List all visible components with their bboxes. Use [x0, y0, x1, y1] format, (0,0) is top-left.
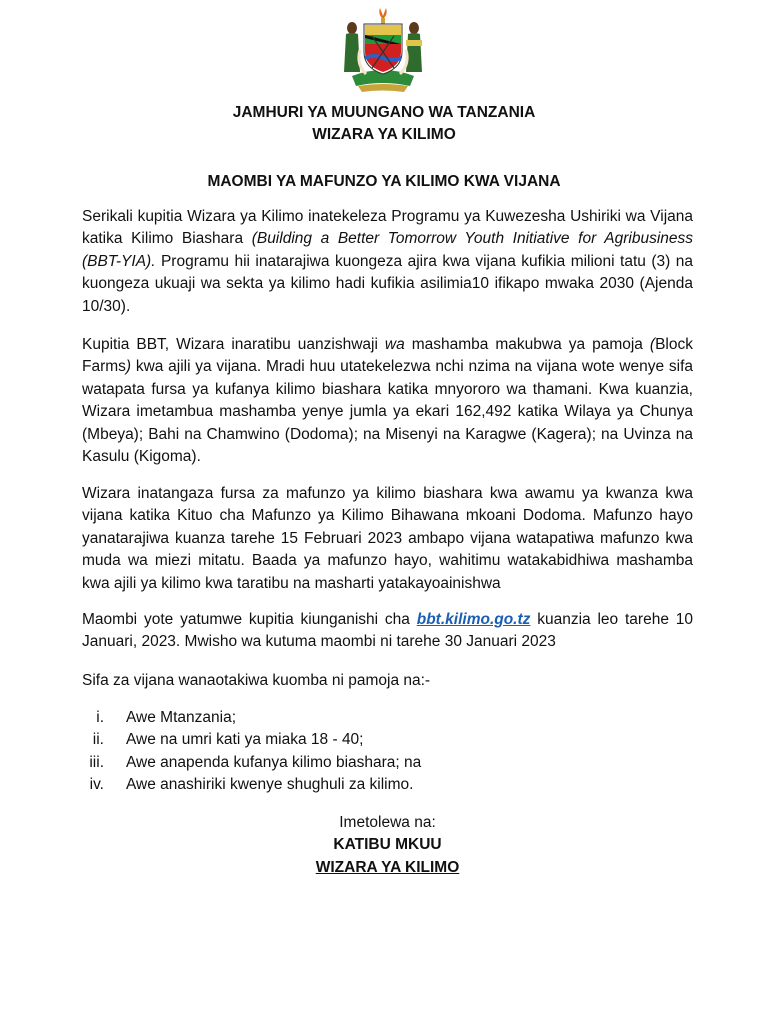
paragraph-application: [82, 609, 693, 654]
list-item-number: ii.: [92, 731, 104, 749]
criteria-list: [82, 707, 693, 797]
paragraph-application-text-a: Maombi yote yatumwe kupitia kiunganishi cha: [82, 611, 417, 628]
italic-paren-open: (: [649, 336, 656, 353]
paragraph-block-farms-text-d: kwa ajili ya vijana. Mradi huu utatekelezwa nchi nzima na vijana wote wenye sifa watapata fursa ya kufanya kilimo biashara katika mnyororo wa thamani. Kwa kuanzia, Wizara imetambua mashamba yenye jumla ya ekari 162,492 katika Wilaya ya Chunya (Mbeya); Bahi na Chamwino (Dodoma); na Misenyi na Karagwe (Kagera); na Uvinza na Kasulu (Kigoma).: [82, 358, 693, 466]
list-item-number: iv.: [89, 776, 104, 794]
list-item: [82, 774, 693, 796]
paragraph-intro: [82, 206, 693, 318]
list-item-number: iii.: [89, 753, 104, 771]
document-title: MAOMBI YA MAFUNZO YA KILIMO KWA VIJANA: [207, 173, 561, 190]
list-item-text: Awe anashiriki kwenye shughuli za kilimo.: [126, 776, 414, 794]
list-item: [82, 707, 693, 729]
paragraph-block-farms-text-a: Kupitia BBT, Wizara inaratibu uanzishwaji: [82, 336, 385, 353]
signatory-position: KATIBU MKUU: [333, 836, 442, 853]
list-item-number: i.: [96, 709, 104, 726]
signatory-ministry: [0, 857, 768, 879]
list-item-text: Awe na umri kati ya miaka 18 - 40;: [126, 731, 364, 749]
paragraph-application-text-b: kuanzia leo tarehe 10 Januari, 2023. Mwisho wa kutuma maombi ni tarehe 30 Januari 2023: [82, 611, 694, 651]
block-farms-term: Block Farms: [82, 336, 693, 376]
coat-of-arms-icon: [338, 6, 428, 94]
list-item-text: Awe anapenda kufanya kilimo biashara; na: [126, 753, 422, 771]
list-item-text: Awe Mtanzania;: [126, 709, 236, 726]
issued-by-label: Imetolewa na:: [339, 814, 436, 831]
paragraph-intro-text-b: Programu hii inatarajiwa kuongeza ajira kwa vijana kufikia milioni tatu (3) na kuongeza ukuaji wa sekta ya kilimo hadi kufikia asilimia10 ifikapo mwaka 2030 (Ajenda 10/30).: [82, 252, 693, 315]
republic-name: JAMHURI YA MUUNGANO WA TANZANIA: [232, 104, 536, 121]
paragraph-intro-text-a: Serikali kupitia Wizara ya Kilimo inatekeleza Programu ya Kuwezesha Ushiriki wa Vijana katika Kilimo Biashara: [82, 208, 693, 248]
paragraph-block-farms: [82, 334, 693, 468]
ministry-name: WIZARA YA KILIMO: [312, 126, 456, 143]
italic-wa: wa: [384, 336, 405, 353]
program-name-italic: (Building a Better Tomorrow Youth Initiative for Agribusiness (BBT-YIA).: [82, 230, 694, 270]
application-link[interactable]: bbt.kilimo.go.tz: [416, 611, 531, 628]
paragraph-training: Wizara inatangaza fursa za mafunzo ya kilimo biashara kwa awamu ya kwanza kwa vijana katika Kituo cha Mafunzo ya Kilimo Bihawana mkoani Dodoma. Mafunzo hayo yanatarajiwa kuanza tarehe 15 Februari 2023 ambapo vijana watapatiwa mafunzo kwa muda wa miezi mitatu. Baada ya mafunzo hayo, wahitimu watakabidhiwa mashamba kwa ajili ya kilimo kwa taratibu na masharti yatakayoainishwa: [82, 485, 693, 592]
list-item: [82, 752, 693, 774]
paragraph-criteria-intro: Sifa za vijana wanaotakiwa kuomba ni pamoja na:-: [82, 672, 431, 689]
italic-paren-close: ): [125, 358, 132, 376]
signatory-ministry-text: WIZARA YA KILIMO: [315, 859, 460, 876]
paragraph-block-farms-text-b: mashamba makubwa ya pamoja: [404, 336, 650, 353]
list-item: [82, 729, 693, 751]
